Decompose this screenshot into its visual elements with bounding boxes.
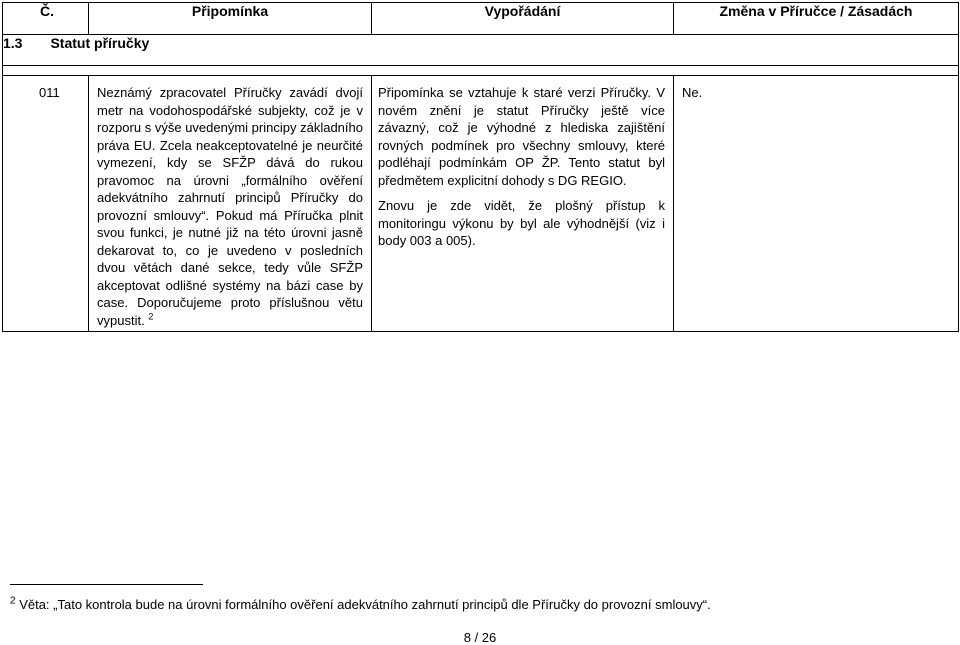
header-comment: Připomínka — [89, 3, 372, 35]
row-number: 011 — [3, 76, 89, 332]
header-change: Změna v Příručce / Zásadách — [674, 3, 959, 35]
footnote — [10, 597, 950, 612]
resolution-paragraph-1: Připomínka se vztahuje k staré verzi Příručky. V novém znění je statut Příručky ještě více závazný, což je výhodné z hlediska zajištění rovných podmínek pro všechny smlouvy, které podléhají podmínkám OP ŽP. Tento statut byl předmětem explicitní dohody s DG REGIO. — [378, 85, 665, 188]
spacer-row — [3, 66, 959, 76]
footnote-mark: 2 — [10, 595, 16, 607]
section-row — [3, 35, 959, 66]
table-row — [3, 76, 959, 332]
row-comment: Neznámý zpracovatel Příručky zavádí dvojí metr na vodohospodářské subjekty, což je v rozporu s výše uvedenými principy základního práva EU. Zcela neakceptovatelné je neurčité vymezení, kdy se SFŽP dává do rukou pravomoc na úrovni „formálního ověření adekvátního zahrnutí principů Příručky do provozní smlouvy“. Pokud má Příručka plnit svou funkci, je nutné již na této úrovni jasně dekarovat to, co je uvedeno v posledních dvou větách dané sekce, tedy vůle SFŽP akceptovat odlišné systémy na bázi case by case. Doporučujeme proto příslušnou větu vypustit. — [97, 85, 363, 328]
footnote-separator — [10, 584, 203, 585]
spacer-cell — [3, 66, 959, 76]
table-header-row — [3, 3, 959, 35]
comments-table — [2, 2, 959, 332]
footnote-text: Věta: „Tato kontrola bude na úrovni formálního ověření adekvátního zahrnutí principů dle Příručky do provozní smlouvy“. — [19, 597, 711, 612]
footnote-ref[interactable]: 2 — [148, 311, 154, 322]
resolution-paragraph-2: Znovu je zde vidět, že plošný přístup k monitoringu výkonu by byl ale výhodnější (viz i body 003 a 005). — [378, 198, 665, 248]
row-resolution-cell — [372, 76, 674, 332]
row-change: Ne. — [674, 76, 959, 332]
header-number: Č. — [3, 3, 89, 35]
section-title: 1.3 Statut příručky — [3, 35, 959, 66]
header-resolution: Vypořádání — [372, 3, 674, 35]
row-comment-cell — [89, 76, 372, 332]
page-number: 8 / 26 — [463, 630, 497, 645]
